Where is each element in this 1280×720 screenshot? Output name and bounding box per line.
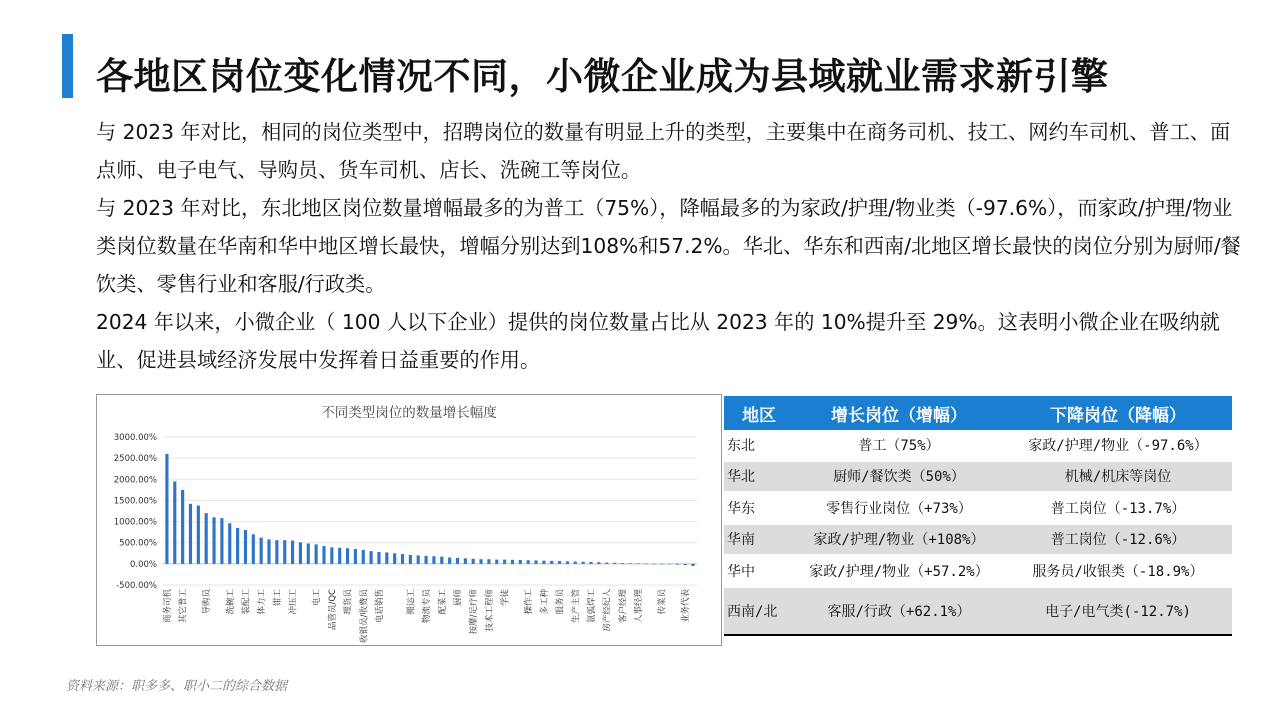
- x-tick-label: 体力工: [257, 589, 268, 615]
- chart-bar: [197, 506, 200, 564]
- y-tick-label: 1000.00%: [113, 517, 157, 528]
- region-cell: 华北: [724, 461, 794, 493]
- x-tick-label: 导购员: [202, 589, 213, 615]
- growth-chart-svg: [97, 395, 721, 645]
- chart-bar: [307, 544, 310, 564]
- col-header-decline: 下降岗位（降幅）: [1004, 396, 1232, 430]
- decline-cell: 普工岗位（-13.7%）: [1004, 492, 1232, 524]
- x-tick-label: 钳工: [272, 589, 283, 607]
- col-header-growth: 增长岗位（增幅）: [794, 396, 1004, 430]
- x-tick-label: 收银员/收费员: [359, 589, 370, 643]
- chart-bar: [456, 558, 459, 564]
- growth-chart: [96, 394, 722, 646]
- y-tick-label: 2000.00%: [113, 475, 157, 486]
- table-row: [724, 461, 1232, 493]
- y-tick-label: 1500.00%: [113, 496, 157, 507]
- chart-bar: [377, 552, 380, 564]
- table-row: [724, 524, 1232, 556]
- chart-bar: [299, 542, 302, 564]
- table-row: [724, 587, 1232, 635]
- source-note: 资料来源：职多多、职小二的综合数据: [66, 679, 288, 694]
- x-tick-label: 品管员/QC: [327, 589, 338, 630]
- y-tick-label: 0.00%: [129, 559, 157, 570]
- title-accent-bar: [62, 34, 73, 98]
- chart-bar: [338, 548, 341, 564]
- chart-bar: [181, 490, 184, 564]
- chart-bar: [621, 563, 624, 564]
- chart-bar: [550, 561, 553, 564]
- x-tick-label: 理货员: [343, 589, 354, 615]
- chart-bar: [582, 562, 585, 564]
- x-tick-label: 操作工: [524, 589, 535, 615]
- x-tick-label: 人事经理: [634, 589, 645, 624]
- x-tick-label: 冲压工: [288, 589, 299, 615]
- decline-cell: 机械/机床等岗位: [1004, 461, 1232, 493]
- x-tick-label: 学徒: [500, 589, 511, 607]
- chart-bar: [440, 557, 443, 564]
- chart-bar: [189, 504, 192, 564]
- chart-bar: [589, 562, 592, 564]
- region-cell: 华东: [724, 492, 794, 524]
- y-tick-label: 3000.00%: [113, 433, 157, 443]
- decline-cell: 普工岗位（-12.6%）: [1004, 524, 1232, 556]
- chart-bar: [228, 523, 231, 564]
- x-tick-label: 商务司机: [162, 589, 173, 624]
- chart-bar: [393, 553, 396, 564]
- x-tick-label: 电话销售: [374, 589, 385, 624]
- chart-bar: [236, 528, 239, 564]
- chart-bar: [534, 560, 537, 563]
- chart-bar: [495, 560, 498, 564]
- chart-bar: [205, 513, 208, 564]
- x-tick-label: 多工种: [539, 589, 550, 615]
- chart-bar: [566, 561, 569, 564]
- region-table-wrap: [724, 396, 1232, 636]
- x-tick-label: 氩弧焊工: [586, 589, 597, 624]
- chart-bar: [362, 550, 365, 564]
- decline-cell: 电子/电气类(-12.7%): [1004, 587, 1232, 635]
- growth-cell: 客服/行政（+62.1%）: [794, 587, 1004, 635]
- table-row: [724, 430, 1232, 461]
- chart-bar: [370, 551, 373, 564]
- chart-bar: [487, 559, 490, 564]
- region-cell: 西南/北: [724, 587, 794, 635]
- chart-bar: [542, 561, 545, 564]
- chart-bar: [637, 563, 640, 564]
- chart-bar: [472, 559, 475, 564]
- x-tick-label: 洗碗工: [225, 589, 236, 615]
- chart-bar: [684, 564, 687, 565]
- chart-bar: [597, 562, 600, 564]
- chart-bar: [676, 564, 679, 565]
- growth-cell: 普工（75%）: [794, 430, 1004, 461]
- chart-bar: [385, 552, 388, 563]
- x-tick-label: 厨师: [453, 589, 464, 607]
- chart-bar: [244, 530, 247, 564]
- paragraph-3: 2024 年以来，小微企业（ 100 人以下企业）提供的岗位数量占比从 2023 年的 10%提升至 29%。这表明小微企业在吸纳就业、促进县域经济发展中发挥着日益重要的作用。: [96, 310, 1220, 372]
- chart-bar: [417, 555, 420, 563]
- col-header-region: 地区: [724, 396, 794, 430]
- chart-bar: [511, 560, 514, 564]
- chart-bar: [346, 548, 349, 564]
- x-tick-label: 技术工程师: [484, 589, 495, 632]
- chart-bar: [165, 454, 168, 564]
- chart-bar: [652, 564, 655, 565]
- chart-bar: [660, 564, 663, 565]
- x-tick-label: 业务代表: [681, 589, 692, 624]
- x-tick-label: 客户经理: [618, 589, 629, 624]
- chart-bar: [519, 560, 522, 564]
- growth-cell: 厨师/餐饮类（50%）: [794, 461, 1004, 493]
- table-header-row: [724, 396, 1232, 430]
- chart-bar: [409, 555, 412, 564]
- body-text: [96, 113, 1246, 379]
- region-table: [724, 396, 1232, 636]
- page-title: 各地区岗位变化情况不同，小微企业成为县域就业需求新引擎: [96, 55, 1109, 98]
- paragraph-1: 与 2023 年对比，相同的岗位类型中，招聘岗位的数量有明显上升的类型，主要集中在商务司机、技工、网约车司机、普工、面点师、电子电气、导购员、货车司机、店长、洗碗工等岗位。: [96, 120, 1231, 182]
- x-tick-label: 传菜员: [657, 589, 668, 615]
- chart-bar: [644, 564, 647, 565]
- x-tick-label: 搬运工: [406, 589, 417, 615]
- x-tick-label: 其它普工: [178, 589, 189, 624]
- x-tick-label: 服务员: [555, 589, 566, 615]
- chart-bar: [220, 518, 223, 564]
- x-tick-label: 物流专员: [422, 589, 433, 624]
- chart-bar: [613, 563, 616, 564]
- x-tick-label: 电工: [312, 589, 323, 607]
- chart-bar: [692, 564, 695, 566]
- region-cell: 东北: [724, 430, 794, 461]
- chart-bar: [354, 549, 357, 564]
- y-tick-label: 500.00%: [119, 538, 157, 549]
- table-row: [724, 555, 1232, 587]
- growth-cell: 零售行业岗位（+73%）: [794, 492, 1004, 524]
- chart-bar: [448, 558, 451, 564]
- chart-bar: [252, 534, 255, 564]
- region-cell: 华中: [724, 555, 794, 587]
- chart-bar: [315, 544, 318, 563]
- chart-bar: [260, 538, 263, 564]
- chart-bar: [558, 561, 561, 564]
- table-row: [724, 492, 1232, 524]
- growth-cell: 家政/护理/物业（+108%）: [794, 524, 1004, 556]
- region-cell: 华南: [724, 524, 794, 556]
- chart-bar: [629, 563, 632, 564]
- x-tick-label: 按摩/足疗师: [469, 589, 480, 635]
- chart-bar: [464, 558, 467, 564]
- chart-bar: [527, 560, 530, 564]
- chart-bar: [668, 564, 671, 565]
- x-tick-label: 装配工: [241, 589, 252, 615]
- decline-cell: 服务员/收银类（-18.9%）: [1004, 555, 1232, 587]
- x-tick-label: 生产主管: [571, 589, 582, 624]
- chart-bar: [267, 539, 270, 564]
- decline-cell: 家政/护理/物业（-97.6%）: [1004, 430, 1232, 461]
- chart-bar: [425, 556, 428, 564]
- paragraph-2: 与 2023 年对比，东北地区岗位数量增幅最多的为普工（75%），降幅最多的为家政/护理/物业类（-97.6%），而家政/护理/物业类岗位数量在华南和华中地区增长最快，增幅分别达到108%和57.2%。华北、华东和西南/北地区增长最快的岗位分别为厨师/餐饮类、零售行业和客服/行政类。: [96, 196, 1241, 296]
- chart-bar: [212, 517, 215, 564]
- chart-bar: [173, 481, 176, 563]
- x-tick-label: 房产经纪人: [602, 589, 613, 632]
- chart-bar: [283, 540, 286, 564]
- chart-bar: [432, 556, 435, 564]
- chart-bar: [503, 560, 506, 564]
- chart-bar: [574, 562, 577, 564]
- chart-bar: [291, 541, 294, 564]
- chart-bar: [479, 559, 482, 564]
- chart-bar: [401, 554, 404, 564]
- chart-bar: [605, 563, 608, 564]
- chart-bar: [275, 540, 278, 564]
- y-tick-label: -500.00%: [116, 581, 157, 591]
- chart-bar: [322, 546, 325, 564]
- growth-cell: 家政/护理/物业（+57.2%）: [794, 555, 1004, 587]
- chart-title: 不同类型岗位的数量增长幅度: [321, 405, 497, 421]
- y-tick-label: 2500.00%: [113, 454, 157, 465]
- chart-bar: [330, 547, 333, 563]
- x-tick-label: 配菜工: [437, 589, 448, 615]
